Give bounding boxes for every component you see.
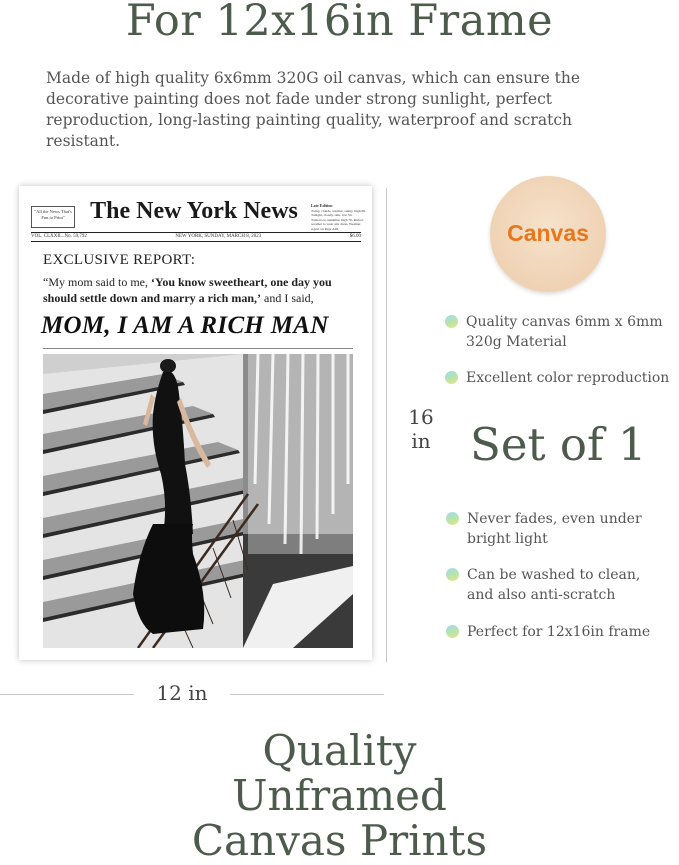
bottom-heading: [0, 728, 679, 863]
product-description: Made of high quality 6x6mm 320G oil canvas, which can ensure the decorative painting does not fade under strong sunlight, perfect reproduction, long-lasting painting quality, waterproof and scratch resistant.: [46, 69, 581, 150]
height-dimension-label: [406, 405, 436, 453]
staircase-photo-svg: [43, 354, 353, 648]
newspaper-rule-bottom: [31, 241, 361, 242]
newspaper-infobar: [31, 234, 361, 239]
newspaper-price: $6.00: [349, 234, 361, 239]
set-count-label: Set of 1: [470, 418, 647, 471]
newspaper-quote: [43, 274, 363, 306]
feature-text: Can be washed to clean, and also anti-scratch: [467, 567, 641, 603]
bottom-heading-line: Canvas Prints: [191, 816, 488, 865]
feature-text: Perfect for 12x16in frame: [467, 624, 651, 640]
newspaper-volume: VOL. CLXXII...No. 59,792: [31, 234, 87, 239]
height-dimension-line: [386, 188, 387, 662]
bullet-dot-icon: [445, 315, 458, 328]
canvas-badge-label: Canvas: [507, 220, 589, 246]
feature-item: [445, 368, 679, 388]
height-unit: in: [411, 429, 431, 453]
quote-end: and I said,: [261, 291, 314, 305]
bullet-dot-icon: [445, 371, 458, 384]
newspaper-headline: MOM, I AM A RICH MAN: [41, 312, 329, 339]
canvas-badge: [490, 176, 606, 292]
exclusive-report-label: EXCLUSIVE REPORT:: [43, 252, 196, 268]
width-dimension-label: 12 in: [134, 681, 230, 705]
bullet-dot-icon: [446, 625, 459, 638]
headline-rule: [43, 348, 353, 349]
newspaper-masthead: The New York News: [90, 198, 298, 224]
page-title: For 12x16in Frame: [125, 0, 554, 46]
feature-item: [446, 622, 676, 642]
bullet-dot-icon: [446, 512, 459, 525]
height-value: 16: [408, 405, 434, 429]
newspaper-quote-box: "All the News That's Fun to Print": [31, 206, 75, 228]
edition-title: Late Edition: [311, 203, 333, 208]
edition-text: Today, clouds, warmer, sunny, high 68. Tonight, cloudy, rain, low 54. Tomorrow, sunshine, high 70. Perfect weather to wear any dress. Weather report on Page A26.: [311, 208, 366, 231]
feature-text: Never fades, even under bright light: [467, 511, 642, 547]
feature-text: Excellent color reproduction: [466, 370, 670, 386]
feature-item: [446, 509, 666, 549]
quote-bold: ‘You know sweetheart, one day you should settle down and marry a rich man,’: [43, 275, 332, 305]
poster-preview: [19, 186, 372, 660]
feature-text: Quality canvas 6mm x 6mm 320g Material: [466, 314, 663, 350]
feature-item: [446, 565, 666, 605]
quote-start: “My mom said to me,: [43, 275, 151, 289]
feature-item: [445, 312, 679, 352]
newspaper-rule-top: [31, 232, 361, 233]
bullet-dot-icon: [446, 568, 459, 581]
bottom-heading-line: Unframed: [232, 771, 447, 820]
newspaper-edition: [311, 204, 367, 231]
bottom-heading-line: Quality: [262, 726, 417, 775]
staircase-photo: [43, 354, 353, 648]
newspaper-dateline: NEW YORK, SUNDAY, MARCH 8, 2023: [175, 234, 262, 239]
